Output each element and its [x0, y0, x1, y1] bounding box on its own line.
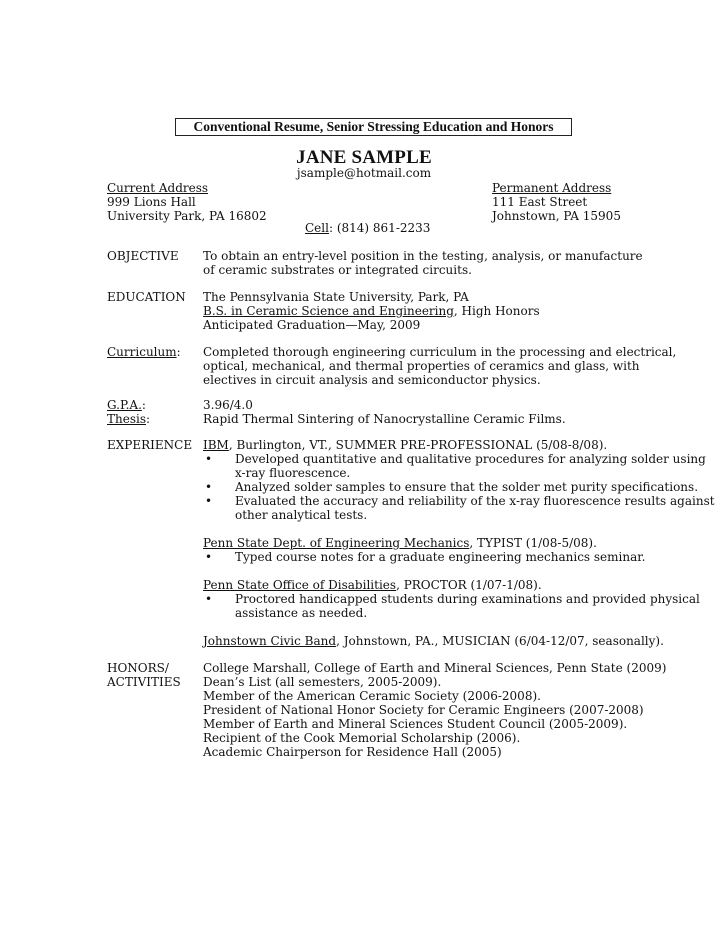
- education-label: EDUCATION: [107, 290, 186, 304]
- honor-item: Member of Earth and Mineral Sciences Student Council (2005-2009).: [203, 717, 628, 731]
- thesis-label: Thesis:: [107, 412, 151, 426]
- current-address-line1: 999 Lions Hall: [107, 195, 196, 209]
- job-heading: [203, 438, 693, 452]
- objective-label: OBJECTIVE: [107, 249, 179, 263]
- job-entry: [203, 578, 700, 620]
- experience-content: [203, 438, 715, 648]
- job-details: , PROCTOR (1/07-1/08).: [396, 578, 542, 592]
- job-bullet: • Proctored handicapped students during examinations and provided physical assistance as needed.: [205, 592, 700, 620]
- bullet-icon: •: [205, 494, 213, 508]
- honor-item: Academic Chairperson for Residence Hall (2005): [203, 745, 502, 759]
- job-heading: [203, 578, 693, 592]
- education-content: [203, 290, 693, 332]
- objective-line: of ceramic substrates or integrated circuits.: [203, 263, 472, 277]
- bullet-icon: •: [205, 592, 213, 606]
- bullet-icon: •: [205, 480, 213, 494]
- education-graduation: Anticipated Graduation—May, 2009: [203, 318, 421, 332]
- job-bullet: • Typed course notes for a graduate engineering mechanics seminar.: [205, 550, 646, 564]
- candidate-email: jsample@hotmail.com: [296, 166, 432, 180]
- current-address-block: [107, 181, 267, 223]
- thesis-value: Rapid Thermal Sintering of Nanocrystalline Ceramic Films.: [203, 412, 566, 426]
- objective-line: To obtain an entry-level position in the testing, analysis, or manufacture: [203, 249, 643, 263]
- honors-list: [203, 661, 693, 759]
- education-degree-honors: , High Honors: [453, 304, 540, 318]
- objective-content: [203, 249, 693, 277]
- curriculum-content: [203, 345, 693, 387]
- gpa-label: G.P.A.:: [107, 398, 146, 412]
- curriculum-line: electives in circuit analysis and semiconductor physics.: [203, 373, 541, 387]
- document-title-box: [175, 118, 572, 136]
- experience-label: EXPERIENCE: [107, 438, 193, 452]
- job-employer: Penn State Office of Disabilities: [203, 578, 397, 592]
- permanent-address-line2: Johnstown, PA 15905: [492, 209, 621, 223]
- cell-value: : (814) 861-2233: [328, 221, 431, 235]
- job-bullet: • Analyzed solder samples to ensure that the solder met purity specifications.: [205, 480, 699, 494]
- honor-item: College Marshall, College of Earth and Mineral Sciences, Penn State (2009): [203, 661, 667, 675]
- job-entry: [203, 634, 693, 648]
- document-title: Conventional Resume, Senior Stressing Education and Honors: [193, 119, 554, 134]
- honor-item: Member of the American Ceramic Society (2006-2008).: [203, 689, 541, 703]
- bullet-icon: •: [205, 452, 213, 466]
- current-address-line2: University Park, PA 16802: [107, 209, 267, 223]
- curriculum-line: Completed thorough engineering curriculum in the processing and electrical,: [203, 345, 677, 359]
- education-degree-line: [203, 304, 693, 318]
- curriculum-label: Curriculum:: [107, 345, 181, 359]
- honor-item: Recipient of the Cook Memorial Scholarship (2006).: [203, 731, 521, 745]
- job-details: , TYPIST (1/08-5/08).: [469, 536, 597, 550]
- current-address-heading: Current Address: [107, 181, 209, 195]
- curriculum-line: optical, mechanical, and thermal properties of ceramics and glass, with: [203, 359, 640, 373]
- job-bullet: • Evaluated the accuracy and reliability of the x-ray fluorescence results against other analytical tests.: [205, 494, 715, 522]
- honors-label: HONORS/ ACTIVITIES: [107, 661, 181, 689]
- job-heading: [203, 634, 693, 648]
- cell-label: Cell: [305, 221, 329, 235]
- job-bullet: • Developed quantitative and qualitative procedures for analyzing solder using x-ray fluorescence.: [205, 452, 706, 480]
- job-heading: [203, 536, 693, 550]
- permanent-address-heading: Permanent Address: [492, 181, 612, 195]
- bullet-icon: •: [205, 550, 213, 564]
- job-employer: Johnstown Civic Band: [203, 634, 337, 648]
- job-entry: [203, 438, 715, 522]
- education-degree: B.S. in Ceramic Science and Engineering: [203, 304, 454, 318]
- job-details: , Johnstown, PA., MUSICIAN (6/04-12/07, seasonally).: [336, 634, 664, 648]
- honor-item: Dean’s List (all semesters, 2005-2009).: [203, 675, 442, 689]
- gpa-value: 3.96/4.0: [203, 398, 253, 412]
- job-employer: IBM: [203, 438, 229, 452]
- education-school: The Pennsylvania State University, Park, PA: [203, 290, 469, 304]
- candidate-name: JANE SAMPLE: [296, 147, 432, 168]
- cell-phone: [305, 221, 430, 235]
- honor-item: President of National Honor Society for Ceramic Engineers (2007-2008): [203, 703, 644, 717]
- permanent-address-block: [492, 181, 621, 223]
- permanent-address-line1: 111 East Street: [492, 195, 588, 209]
- job-entry: [203, 536, 693, 564]
- job-details: , Burlington, VT., SUMMER PRE-PROFESSIONAL (5/08-8/08).: [228, 438, 608, 452]
- job-employer: Penn State Dept. of Engineering Mechanics: [203, 536, 470, 550]
